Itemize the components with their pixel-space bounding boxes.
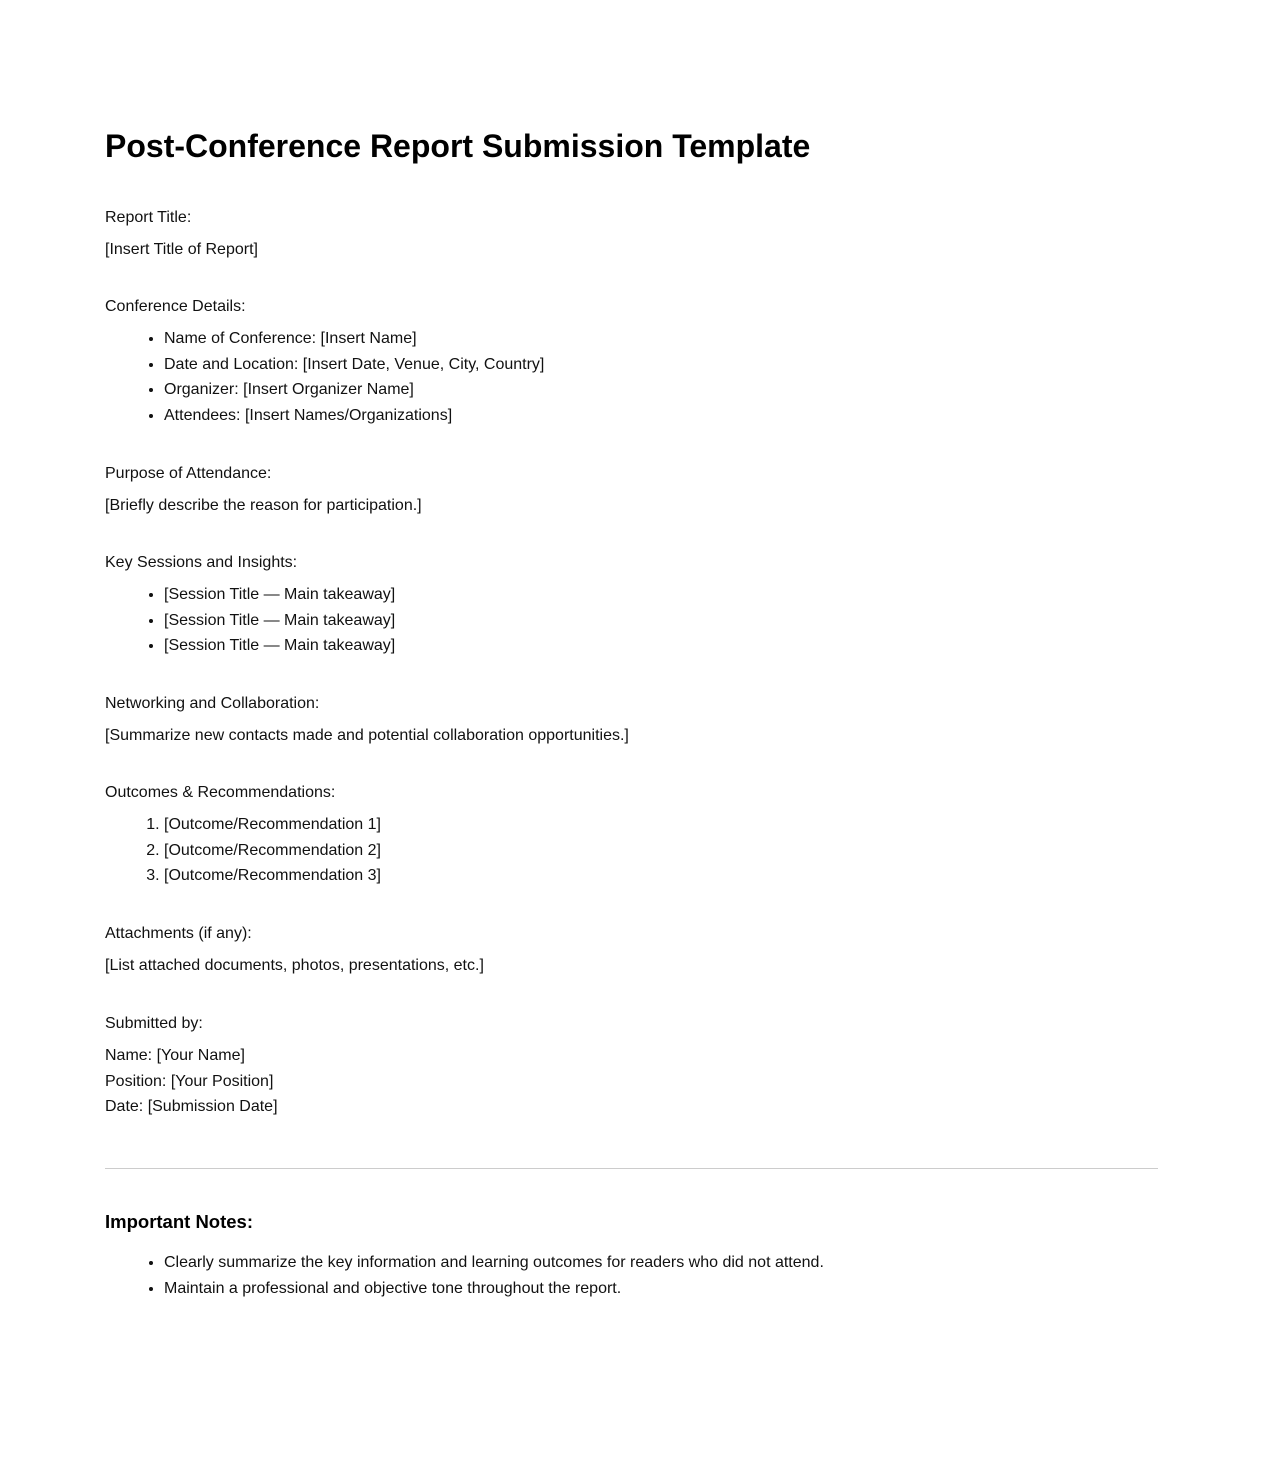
purpose-label: Purpose of Attendance: xyxy=(105,465,272,482)
list-item: • Attendees: [Insert Names/Organizations] xyxy=(164,403,544,429)
list-item: • Name of Conference: [Insert Name] xyxy=(164,326,544,352)
networking-section xyxy=(105,691,629,749)
key-sessions-section xyxy=(105,550,395,659)
conference-details-list xyxy=(105,326,544,429)
report-title-value: [Insert Title of Report] xyxy=(105,241,258,258)
networking-value: [Summarize new contacts made and potential collaboration opportunities.] xyxy=(105,727,629,744)
key-sessions-label: Key Sessions and Insights: xyxy=(105,554,298,571)
report-title-label: Report Title: xyxy=(105,209,192,226)
notes-list xyxy=(105,1250,824,1301)
list-item: • Organizer: [Insert Organizer Name] xyxy=(164,377,544,403)
list-item: • Maintain a professional and objective tone throughout the report. xyxy=(164,1276,824,1302)
list-item: 1. [Outcome/Recommendation 1] xyxy=(164,812,381,838)
attachments-value: [List attached documents, photos, presentations, etc.] xyxy=(105,957,484,974)
submitted-by-details xyxy=(105,1043,278,1120)
networking-label: Networking and Collaboration: xyxy=(105,695,320,712)
page-title: Post-Conference Report Submission Template xyxy=(105,128,811,164)
list-item: • Date and Location: [Insert Date, Venue, City, Country] xyxy=(164,352,544,378)
submitted-by-label: Submitted by: xyxy=(105,1015,203,1032)
attachments-section xyxy=(105,921,484,979)
submitter-position: Position: [Your Position] xyxy=(105,1072,274,1090)
key-sessions-list xyxy=(105,582,395,659)
list-item: • Clearly summarize the key information and learning outcomes for readers who did not attend. xyxy=(164,1250,824,1276)
list-item: 3. [Outcome/Recommendation 3] xyxy=(164,863,381,889)
notes-heading: Important Notes: xyxy=(105,1211,253,1232)
report-title-section xyxy=(105,205,258,263)
conference-details-section xyxy=(105,294,544,429)
purpose-value: [Briefly describe the reason for participation.] xyxy=(105,497,422,514)
list-item: • [Session Title — Main takeaway] xyxy=(164,582,395,608)
list-item: 2. [Outcome/Recommendation 2] xyxy=(164,838,381,864)
list-item: • [Session Title — Main takeaway] xyxy=(164,633,395,659)
submitter-name: Name: [Your Name] xyxy=(105,1047,245,1064)
notes-section xyxy=(105,1250,824,1301)
submission-date: Date: [Submission Date] xyxy=(105,1098,278,1116)
outcomes-label: Outcomes & Recommendations: xyxy=(105,784,336,801)
list-item: • [Session Title — Main takeaway] xyxy=(164,608,395,634)
purpose-section xyxy=(105,461,422,519)
submitted-by-section xyxy=(105,1011,278,1120)
attachments-label: Attachments (if any): xyxy=(105,925,252,942)
outcomes-list xyxy=(105,812,381,889)
conference-details-label: Conference Details: xyxy=(105,298,246,315)
section-divider xyxy=(105,1168,1158,1169)
outcomes-section xyxy=(105,780,381,889)
